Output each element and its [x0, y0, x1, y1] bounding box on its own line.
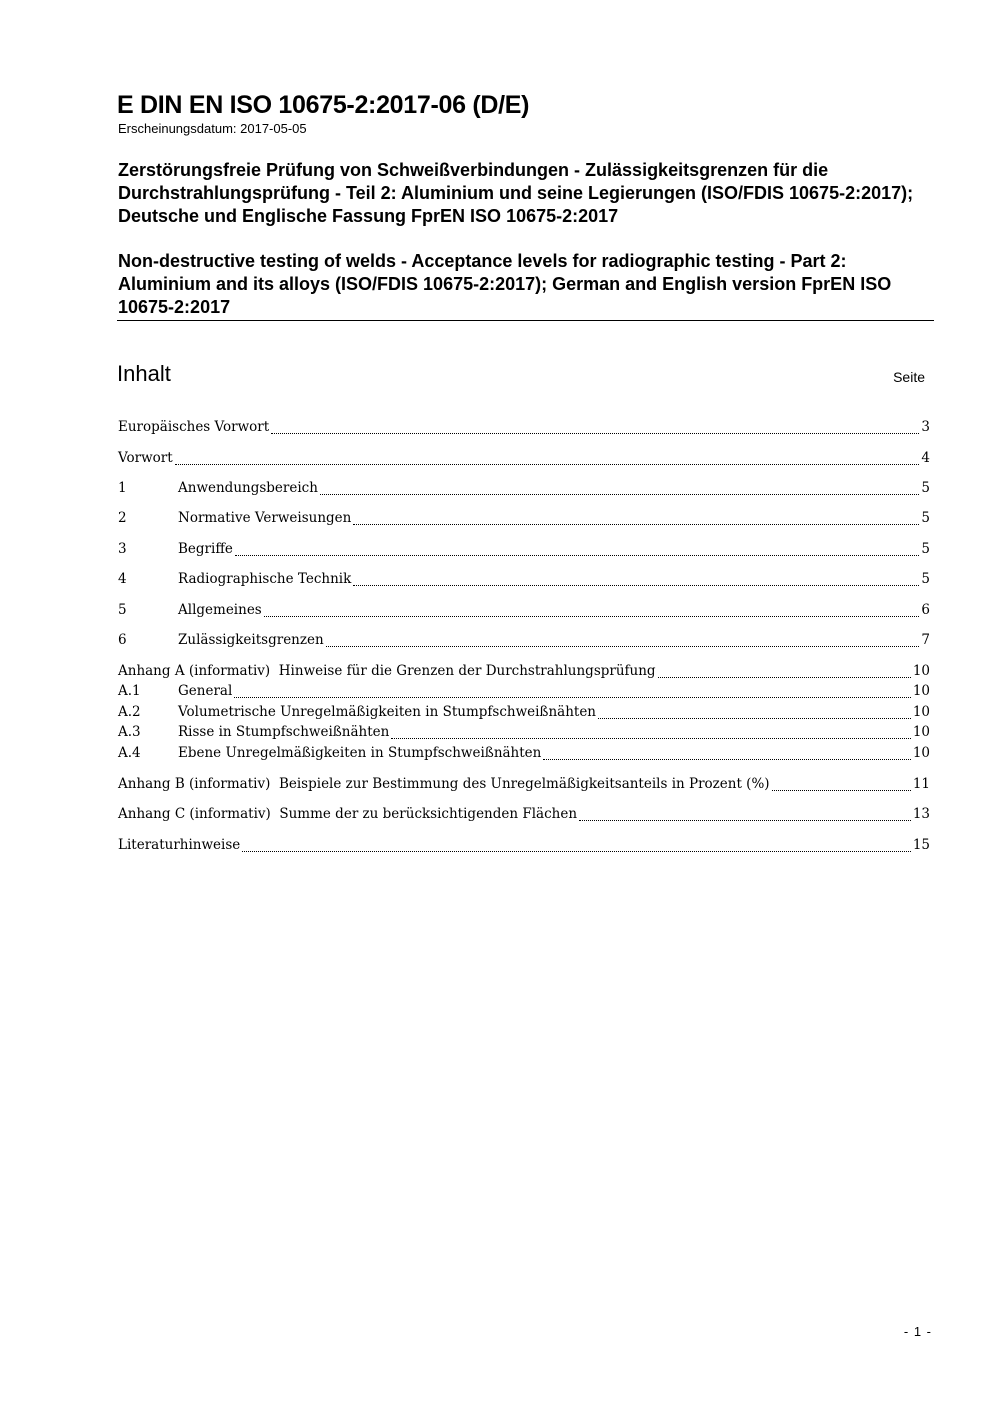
toc-entry-section-5[interactable] — [118, 600, 930, 620]
toc-leader-dots — [326, 642, 920, 647]
toc-entry-number: 4 — [118, 571, 127, 587]
toc-entry-title: General — [178, 683, 233, 699]
toc-entry-page: 6 — [921, 602, 930, 618]
toc-entry-title: Literaturhinweise — [118, 837, 241, 853]
toc-entry-number: 5 — [118, 602, 127, 618]
page-number: - 1 - — [903, 1324, 932, 1339]
toc-entry-title: Normative Verweisungen — [178, 510, 352, 526]
toc-leader-dots — [658, 673, 911, 678]
toc-entry-page: 5 — [921, 541, 930, 557]
toc-entry-section-1[interactable] — [118, 478, 930, 498]
toc-entry-title: Anhang C (informativ) Summe der zu berücksichtigenden Flächen — [118, 806, 578, 822]
toc-entry-page: 4 — [921, 450, 930, 466]
toc-entry-annex-a-2[interactable] — [118, 702, 930, 722]
toc-entry-title: Anhang B (informativ) Beispiele zur Bestimmung des Unregelmäßigkeitsanteils in Prozent (%) — [118, 776, 770, 792]
toc-entry-page: 5 — [921, 510, 930, 526]
toc-leader-dots — [264, 612, 920, 617]
toc-entry-page: 10 — [912, 745, 930, 761]
toc-entry-title: Ebene Unregelmäßigkeiten in Stumpfschweißnähten — [178, 745, 542, 761]
toc-entry-page: 10 — [912, 724, 930, 740]
toc-entry-title: Vorwort — [118, 450, 173, 466]
toc-entry-literaturhinweise[interactable] — [118, 835, 930, 855]
toc-page-column-label: Seite — [893, 369, 925, 385]
toc-entry-page: 5 — [921, 480, 930, 496]
toc-leader-dots — [320, 490, 919, 495]
toc-leader-dots — [391, 734, 910, 739]
toc-entry-number: A.4 — [118, 745, 141, 761]
toc-entry-number: A.2 — [118, 704, 141, 720]
toc-entry-annex-a-3[interactable] — [118, 722, 930, 742]
toc-entry-section-2[interactable] — [118, 508, 930, 528]
publication-date: Erscheinungsdatum: 2017-05-05 — [118, 121, 307, 136]
toc-entry-page: 13 — [912, 806, 930, 822]
toc-entry-page: 15 — [912, 837, 930, 853]
toc-entry-annex-b[interactable] — [118, 774, 930, 794]
toc-leader-dots — [271, 429, 919, 434]
toc-leader-dots — [242, 847, 911, 852]
toc-entry-number: A.1 — [118, 683, 141, 699]
toc-entry-annex-a[interactable] — [118, 661, 930, 681]
toc-entry-page: 3 — [921, 419, 930, 435]
toc-leader-dots — [234, 693, 911, 698]
toc-entry-europaeisches-vorwort[interactable] — [118, 417, 930, 437]
toc-leader-dots — [579, 816, 911, 821]
toc-entry-annex-c[interactable] — [118, 804, 930, 824]
toc-entry-page: 11 — [912, 776, 930, 792]
toc-entry-vorwort[interactable] — [118, 448, 930, 468]
toc-leader-dots — [353, 581, 919, 586]
toc-leader-dots — [772, 786, 911, 791]
document-id: E DIN EN ISO 10675-2:2017-06 (D/E) — [117, 91, 530, 119]
toc-entry-page: 5 — [921, 571, 930, 587]
toc-entry-number: 3 — [118, 541, 127, 557]
toc-entry-number: 1 — [118, 480, 127, 496]
toc-entry-title: Radiographische Technik — [178, 571, 352, 587]
title-german: Zerstörungsfreie Prüfung von Schweißverbindungen - Zulässigkeitsgrenzen für die Durchstrahlungsprüfung - Teil 2: Aluminium und seine Legierungen (ISO/FDIS 10675-2:2017); Deutsche und Englische Fassung FprEN ISO 10675-2:2017 — [118, 160, 914, 226]
toc-leader-dots — [543, 755, 910, 760]
toc-entry-title: Begriffe — [178, 541, 233, 557]
toc-entry-page: 10 — [912, 704, 930, 720]
toc-entry-section-4[interactable] — [118, 569, 930, 589]
toc-entry-section-3[interactable] — [118, 539, 930, 559]
toc-entry-number: A.3 — [118, 724, 141, 740]
toc-entry-title: Anhang A (informativ) Hinweise für die Grenzen der Durchstrahlungsprüfung — [118, 663, 656, 679]
toc-entry-section-6[interactable] — [118, 630, 930, 650]
toc-entry-title: Volumetrische Unregelmäßigkeiten in Stumpfschweißnähten — [178, 704, 596, 720]
toc-leader-dots — [353, 520, 919, 525]
toc-leader-dots — [235, 551, 920, 556]
toc-entry-annex-a-4[interactable] — [118, 743, 930, 763]
toc-entry-page: 10 — [912, 683, 930, 699]
toc-entry-title: Europäisches Vorwort — [118, 419, 270, 435]
toc-entry-title: Risse in Stumpfschweißnähten — [178, 724, 390, 740]
toc-heading: Inhalt — [117, 361, 171, 386]
toc-entry-title: Anwendungsbereich — [178, 480, 318, 496]
toc-entry-page: 10 — [912, 663, 930, 679]
toc-entry-annex-a-1[interactable] — [118, 681, 930, 701]
toc-entry-number: 6 — [118, 632, 127, 648]
toc-leader-dots — [175, 460, 920, 465]
title-english: Non-destructive testing of welds - Acceptance levels for radiographic testing - Part 2: Aluminium and its alloys (ISO/FDIS 10675-2:2017); German and English version FprEN ISO 10675-2:2017 — [118, 251, 892, 317]
toc-entry-number: 2 — [118, 510, 127, 526]
toc-entry-title: Allgemeines — [178, 602, 262, 618]
toc-entry-page: 7 — [921, 632, 930, 648]
toc-entry-title: Zulässigkeitsgrenzen — [178, 632, 324, 648]
header-rule — [117, 320, 934, 321]
toc-leader-dots — [598, 714, 911, 719]
